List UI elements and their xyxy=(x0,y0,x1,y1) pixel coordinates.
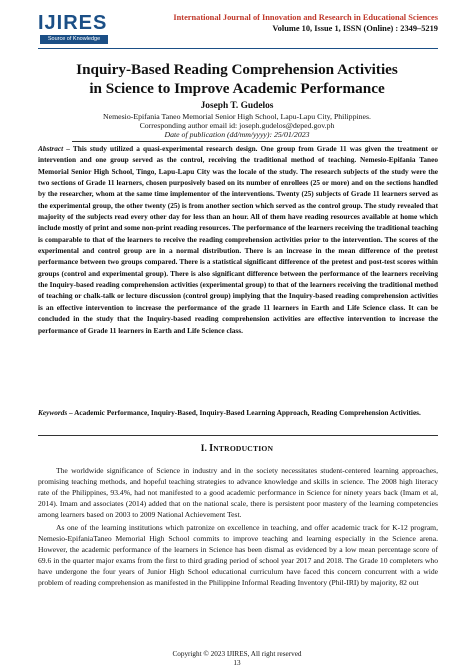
header-rule xyxy=(38,48,438,49)
author-name: Joseph T. Gudelos xyxy=(200,101,274,111)
author-affiliation: Nemesio-Epifania Taneo Memorial Senior High School, Lapu-Lapu City, Philippines. xyxy=(103,112,371,121)
keywords-label: Keywords xyxy=(38,408,68,417)
journal-name: International Journal of Innovation and Research in Educational Sciences xyxy=(173,13,438,22)
body-paragraph-2: As one of the learning institutions which patronize on excellence in teaching, and offer academic track for K-12 program, Nemesio-EpifaniaTaneo Memorial High School commits to improve teaching and learning especially in the Science arena. However, the academic performance of the learners in Science has been dismal as evidenced by a low mean percentage score of 69.6 in the quarter major exams from the first to third grading period of school year 2017 and 2018. The Grade 10 completers who have undergone the four years of Junior High School educational curriculum have faced this concern concurrent with a wide problem of reading comprehension as manifested in the Philippine Informal Reading Inventory (Phil-IRI) by majority, 82 out xyxy=(38,523,438,588)
journal-info xyxy=(173,12,438,34)
corresponding-email: Corresponding author email id: joseph.gudelos@deped.gov.ph xyxy=(139,121,335,130)
title-line-2: in Science to Improve Academic Performance xyxy=(89,80,385,97)
section-numeral: I. xyxy=(200,444,210,454)
copyright-notice: Copyright © 2023 IJIRES, All right reserved xyxy=(172,650,302,658)
abstract-label: Abstract xyxy=(38,144,64,153)
section-heading-introduction xyxy=(30,443,444,455)
paper-title xyxy=(30,60,444,98)
abstract-rule xyxy=(72,141,402,142)
logo-tagline: Source of Knowledge xyxy=(40,35,108,44)
publication-date: Date of publication (dd/mm/yyyy): 25/01/2023 xyxy=(164,130,310,139)
journal-volume: Volume 10, Issue 1, ISSN (Online) : 2349–5219 xyxy=(272,24,438,33)
title-line-1: Inquiry-Based Reading Comprehension Activities xyxy=(76,61,398,78)
keywords xyxy=(38,407,438,418)
journal-logo xyxy=(38,12,110,48)
keywords-text: – Academic Performance, Inquiry-Based, Inquiry-Based Learning Approach, Reading Comprehension Activities. xyxy=(67,408,421,417)
section-first-letter: I xyxy=(209,443,214,454)
body-paragraph-1: The worldwide significance of Science in industry and in the society necessitates student-centered learning approaches, promising teaching methods, and hopeful teaching strategies to advance knowledge and skills in science. The 2008 high literacy rate of the Philippines, 93.4%, had not manifested to a good academic performance in Science for ninety years back (Imam et al, 2014). Imam and associates (2014) added that on the national scale, there is persistent poor mastery of the learning competencies among learners based on 2003 to 2009 National Achievement Test. xyxy=(38,466,438,520)
keywords-rule xyxy=(38,435,438,436)
abstract xyxy=(38,143,438,336)
section-rest: NTRODUCTION xyxy=(213,444,274,453)
page-number: 13 xyxy=(233,659,241,667)
logo-text: IJIRES xyxy=(38,12,108,34)
abstract-text: – This study utilized a quasi-experimental research design. One group from Grade 11 was given the treatment or intervention and one group served as the control, receiving the traditional method of teaching. Nemesio-Epifania Taneo Memorial Senior High School, Tingo, Lapu-Lapu City was the locale of the study. The research subjects of the study were the two sections of Grade 11 learners, chosen purposively based on its number of enrollees (25 or more) and on the sections handled by the researcher, whom at the same time implementor of the interventions. Twenty (25) subjects of Grade 11 learners served as the experimental group, the other twenty (25) is from another section which served as the control group. The study revealed that majority of the subjects read every other day for less than an hour. All of them have reading resources available at home which include mostly of print and some non-print reading resources. The performance of the learners receiving the traditional teaching is comparable to that of the learners to receive the reading comprehension activities prior to the intervention. The scores of the experimental and control group are in a normal distribution. There is an increase in the mean difference of the pretest performance between two groups compared. There is a statistical significant difference of the pretest and post-test scores within groups (control and experimental group). There is also significant difference between the performance of the learners receiving the Inquiry-based reading comprehension activities (experimental group) to that of the learners receiving the traditional method of teaching or chalk-talk or lecture discussion (control group) implying that the Inquiry-based reading comprehension activities is an effective intervention to increase the performance of the grade 11 learners in Earth and Life Science class. It can be concluded in the study that the Inquiry-based reading comprehension activities are effective intervention to increase the performance of Grade 11 learners in Earth and Life Science class. xyxy=(38,144,438,335)
